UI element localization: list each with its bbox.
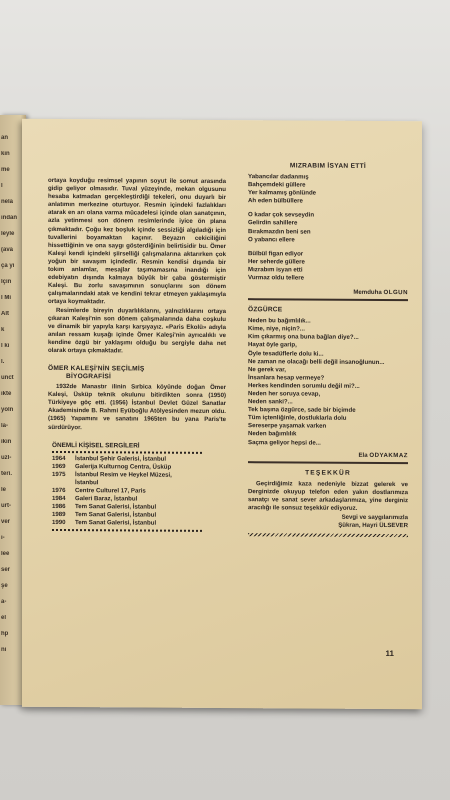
poem-line: Sereserpe yaşamak varken — [248, 422, 327, 430]
exhibitions-title: ÖNEMLİ KİŞİSEL SERGİLERİ — [52, 441, 140, 450]
poem-line: Neden bu bağımlılık... — [248, 317, 311, 325]
poem-body — [248, 317, 408, 447]
exhibitions-list — [48, 455, 226, 533]
left-page-text-fragment: ser — [1, 567, 11, 573]
poem-stanza — [248, 212, 408, 245]
thanks-sign: Şükran, Hayri ÜLSEVER — [338, 521, 408, 530]
poem-line: O yabancı ellere — [248, 235, 295, 244]
page-number: 11 — [385, 648, 394, 659]
left-page-text-fragment: ver — [1, 519, 11, 525]
left-page-text-fragment: uzl- — [1, 455, 12, 461]
poem-line: Tüm içtenliğinle, dostluklarla dolu — [248, 414, 347, 423]
exhibition-venue: İstanbul — [75, 479, 99, 487]
poem-line: Yer kalmamış gönlünde — [248, 189, 317, 197]
exhibition-year — [52, 479, 75, 487]
poem-line: Neden bağımlılık — [248, 430, 297, 438]
exhibition-venue: Centre Culturel 17, Paris — [75, 487, 146, 495]
left-page-text-fragment: ikın — [1, 439, 12, 445]
exhibition-venue: İstanbul Şehir Galerisi, İstanbul — [75, 454, 167, 463]
left-page-text-fragment: ı- — [1, 535, 5, 541]
poem-line: Saçma geliyor hepsi de... — [248, 438, 321, 447]
exhibition-year: 1986 — [52, 503, 66, 511]
poem-line: Neden her soruya cevap, — [248, 390, 321, 398]
left-page-text-fragment: le — [1, 487, 7, 493]
poem-line: Hayat öyle garip, — [248, 341, 297, 349]
article-paragraph: Resimlerde bireyin duyarlılıklarını, yalnızlıklarını ortaya çıkaran Kaleşi'nin son dönem çalışmalarında daha coşkulu ve dinamik bir yapıyla karşı karşıyayız. «Paris Ekolü» adıyla anılan ressam kuşağı içinde Ömer Kaleşi'nin ayrıcalıklı ve kendine özgü bir yaklaşımı olduğu bu sergiyle daha net olarak ortaya çıkmaktadır. — [48, 306, 226, 355]
exhibition-year: 1964 — [52, 454, 66, 462]
exhibition-year: 1976 — [52, 486, 66, 495]
exhibition-venue: Galeri Baraz, İstanbul — [75, 495, 138, 503]
section-divider — [248, 461, 408, 464]
left-page-text-fragment: yoln — [1, 407, 14, 413]
poem-line: Tek başına özgürce, sade bir biçimde — [248, 406, 356, 414]
left-page-text-fragment: ça yı — [1, 263, 15, 269]
exhibition-venue: Tem Sanat Galerisi, İstanbul — [75, 511, 157, 519]
left-page-text-fragment: lee — [1, 551, 10, 557]
thanks-title: TEŞEKKÜR — [305, 469, 351, 477]
poem-line: Kime, niye, niçin?... — [248, 325, 305, 333]
poem-line: Yabancılar dadanmış — [248, 173, 309, 181]
left-page-text-fragment: l Mi — [1, 295, 11, 301]
left-page-text-fragment: kın — [1, 151, 10, 157]
poem-stanza — [248, 173, 408, 206]
left-page-text-fragment: la- — [1, 423, 9, 429]
poem-line: Bahçemdeki güllere — [248, 181, 306, 189]
left-page-text-fragment: me — [1, 167, 10, 173]
poem-line: Kim çıkarmış ona buna bağlan diye?... — [248, 333, 359, 342]
left-page-text-fragment: lçin — [1, 279, 12, 285]
left-page-text-fragment: leyle — [1, 231, 15, 237]
thanks-text: Geçirdiğimiz kaza nedeniyle bizzat gelerek ve Derginizde okuyup telefon eden yakın dostlarımıza sanatçı ve sanat sever arkadaşlarımıza, yine derginiz aracılığı ile sonsuz teşekkür ediyoruz. — [248, 479, 408, 512]
poem-line: Neden sanki?... — [248, 398, 293, 406]
poem-line: İnsanlara hesap vermeye? — [248, 373, 325, 382]
poem-line: Ah eden bülbüllere — [248, 197, 303, 205]
left-page-text-fragment: urt- — [1, 503, 11, 509]
poem-line: Mızrabım isyan etti — [248, 266, 303, 274]
poem-line: Bülbül figan ediyor — [248, 249, 304, 258]
exhibition-venue: Tem Sanat Galerisi, İstanbul — [75, 519, 157, 527]
exhibition-venue: Tem Sanat Galerisi, İstanbul — [75, 503, 157, 511]
poem-line: Ne gerek var, — [248, 365, 286, 374]
left-page-text-fragment: l. — [1, 359, 5, 365]
poem-line: Öyle tesadüflerle dolu ki... — [248, 349, 324, 358]
exhibition-year: 1975 — [52, 470, 66, 478]
poem-stanza — [248, 250, 408, 283]
poem-title: ÖZGÜRCE — [248, 306, 283, 314]
bio-text: 1932de Manastır ilinin Sırbica köyünde doğan Ömer Kaleşi, Üsküp teknik okulunu bitirdikten sonra (1950) Türkiyeye göç etti. (1956) İstanbul Devlet Güzel Sanatlar Akademisinde B. Rahmi Eyüboğlu Atölyesinden mezun oldu. (1965) Yapamını ve sanatını 1965ten bu yana Paris'te sürdürüyor. — [48, 383, 226, 431]
left-page-text-fragment: an — [1, 135, 9, 141]
exhibition-row — [52, 519, 226, 528]
exhibition-year: 1984 — [52, 495, 66, 503]
left-page-text-fragment: unct — [1, 375, 14, 381]
section-divider — [248, 298, 408, 301]
poem-line: Vurmaz oldu tellere — [248, 274, 304, 282]
poem-line: O kadar çok sevseydin — [248, 211, 315, 219]
article-paragraph: ortaya koyduğu resimsel yapının soyut ile somut arasında gidip geliyor olmasıdır. Tuval yüzeyinde, mekan olgusunu hesaba katmadan gerçekleştirdiği tekeleri, onu duyarlı bir anlatımın merkezine oturtuyor. Resmin içindeki fazlalıkları atarak en arı olana varma mücadelesi içinde olan sanatçının, azla yetinmesi son dönem resimlerinde iyice ön plana çıkmaktadır. Çoğu kez boşluk içinde sessizliği algıladığı için tuvallerini boyamaktan kaçınır. Beyazın cekiciliğini hissettiğinin ve ona saygı gösterdiğinin belirtisidir bu. Ömer Kaleşi kendi içindeki şiirselliği çalışmalarına aktarırken çok yoğun bir savaşım içindedir. Resmin kendisi dışında bir tokım anlamlar, mesajlar taşımamasına inandığı için edebiyatın dışında kalmaya büyük bir çaba göstermiştir Kaleşi. Bu zorlu savaşımının sonuçlarını son dönem çalışmalarındaki atak ve kendini tekrar etmeyen yaklaşımıyla ortaya koymaktadır. — [48, 176, 226, 306]
left-page-text-fragment: nela — [1, 199, 14, 205]
exhibition-year: 1969 — [52, 462, 66, 470]
wavy-divider — [248, 533, 408, 537]
left-page-text-fragment: l — [1, 183, 3, 189]
poem-line: Her seherde güllere — [248, 258, 305, 266]
poem-line: Gelirdin sahillere — [248, 219, 298, 227]
left-page-text-fragment: nı — [1, 647, 7, 653]
poem-author: Memduha OLGUN — [353, 288, 408, 297]
dotted-divider — [52, 451, 202, 454]
left-page-text-fragment: hp — [1, 631, 9, 637]
left-column — [48, 177, 226, 535]
exhibition-year: 1989 — [52, 511, 66, 519]
poem-author: Ela ODYAKMAZ — [358, 451, 408, 459]
left-page-text-fragment: Alt — [1, 311, 9, 317]
left-page-text-fragment: şe — [1, 583, 8, 589]
left-page-text-fragment: el — [1, 615, 7, 621]
right-column — [248, 162, 408, 541]
poem-body — [248, 173, 408, 283]
magazine-page — [22, 119, 422, 709]
poem-title: MIZRABIM İSYAN ETTİ — [289, 162, 367, 170]
left-page-text-fragment: ıkte — [1, 391, 12, 397]
exhibition-venue: Galerija Kulturnog Centra, Üsküp — [75, 462, 172, 471]
left-page-text-fragment: a- — [1, 599, 7, 605]
left-page-text-fragment: l kı — [1, 343, 10, 349]
left-page-text-fragment: k — [1, 327, 5, 333]
poem-line: Bırakmazdın beni sen — [248, 227, 311, 236]
thanks-sign: Sevgi ve saygılarımızla — [341, 513, 408, 522]
left-page-text-fragment: ından — [1, 215, 17, 221]
poem-line: Herkes kendinden sorumlu değil mi?... — [248, 382, 360, 390]
left-page-text-fragment: teri. — [1, 471, 13, 477]
dotted-divider — [52, 529, 202, 532]
exhibition-year: 1990 — [52, 519, 66, 527]
bio-heading: ÖMER KALEŞİ'NİN SEÇİLMİŞ BİYOGRAFİSİ — [48, 364, 145, 381]
exhibition-venue: İstanbul Resim ve Heykel Müzesi, — [75, 470, 172, 479]
poem-line: Ne zaman ne olacağı belli değil insanoğlunun... — [248, 357, 385, 366]
left-page-text-fragment: (ava — [1, 247, 14, 253]
